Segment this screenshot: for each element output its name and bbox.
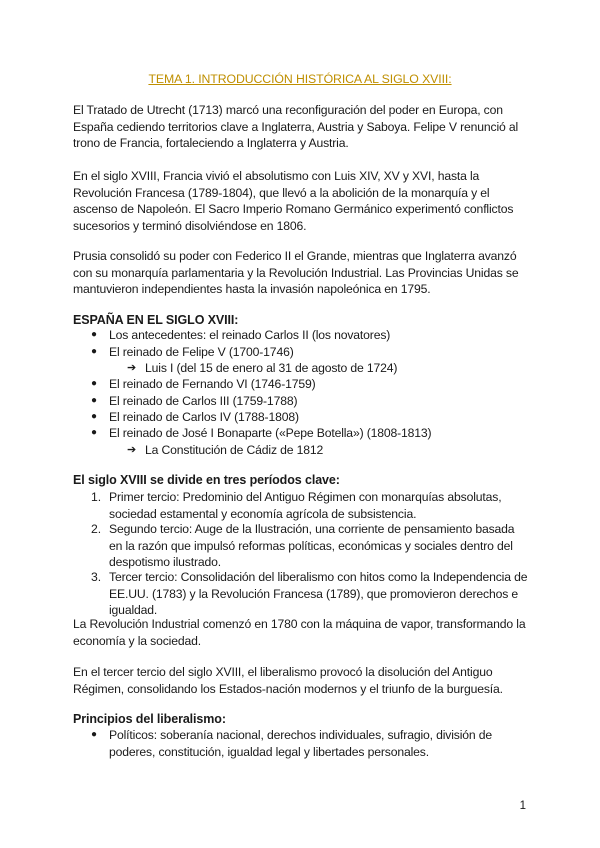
list-item: El reinado de Carlos IV (1788-1808) [109,410,299,424]
sub-list-item: La Constitución de Cádiz de 1812 [145,443,324,457]
sub-list-item: Luis I (del 15 de enero al 31 de agosto de 1724) [145,361,398,375]
bullet-icon: ● [91,395,98,406]
intro-paragraph-2: En el siglo XVIII, Francia vivió el absolutismo con Luis XIV, XV y XVI, hasta la Revolución Francesa (1789-1804), que llevó a la abolición de la monarquía y el ascenso de Napoleón. El Sacro Imperio Romano Germánico experimentó conflictos sucesorios y terminó disolviéndose en 1806. [73,169,514,233]
list-item: Políticos: soberanía nacional, derechos individuales, sufragio, división de poderes, constitución, igualdad legal y libertades personales. [109,728,493,759]
liberalism-paragraph: En el tercer tercio del siglo XVIII, el liberalismo provocó la disolución del Antiguo Régimen, consolidando los Estados-nación modernos y el triunfo de la burguesía. [73,665,503,696]
page-title: TEMA 1. INTRODUCCIÓN HISTÓRICA AL SIGLO XVIII: [148,72,452,86]
intro-paragraph-3: Prusia consolidó su poder con Federico II el Grande, mientras que Inglaterra avanzó con su monarquía parlamentaria y la Revolución Industrial. Las Provincias Unidas se mantuvieron independientes hasta la invasión napoleónica en 1795. [73,249,519,296]
bullet-icon: ● [91,378,98,389]
list-item: El reinado de Fernando VI (1746-1759) [109,377,316,391]
bullet-icon: ● [91,346,98,357]
bullet-icon: ● [91,427,98,438]
period-item-3: Tercer tercio: Consolidación del liberalismo con hitos como la Independencia de EE.UU. (1783) y la Revolución Francesa (1789), que promovieron derechos e igualdad. [109,570,528,617]
bullet-icon: ● [91,729,98,740]
arrow-icon: ➔ [127,362,137,374]
arrow-icon: ➔ [127,444,137,456]
list-item: El reinado de José I Bonaparte («Pepe Botella») (1808-1813) [109,426,432,440]
list-number: 2. [91,522,102,536]
bullet-icon: ● [91,329,98,340]
spain-heading: ESPAÑA EN EL SIGLO XVIII: [73,313,239,327]
page-number: 1 [519,800,526,812]
periods-heading: El siglo XVIII se divide en tres períodos clave: [73,473,340,487]
industrial-paragraph: La Revolución Industrial comenzó en 1780 con la máquina de vapor, transformando la economía y la sociedad. [73,617,526,648]
bullet-icon: ● [91,411,98,422]
period-item-2: Segundo tercio: Auge de la Ilustración, una corriente de pensamiento basada en la razón que impulsó reformas políticas, económicas y sociales dentro del despotismo ilustrado. [109,522,515,569]
list-item: Los antecedentes: el reinado Carlos II (los novatores) [109,328,391,342]
list-number: 1. [91,490,102,504]
liberalism-heading: Principios del liberalismo: [73,712,226,726]
list-number: 3. [91,570,102,584]
period-item-1: Primer tercio: Predominio del Antiguo Régimen con monarquías absolutas, sociedad estamental y economía agrícola de subsistencia. [109,490,502,521]
list-item: El reinado de Felipe V (1700-1746) [109,345,294,359]
list-item: El reinado de Carlos III (1759-1788) [109,394,298,408]
intro-paragraph-1: El Tratado de Utrecht (1713) marcó una reconfiguración del poder en Europa, con España cediendo territorios clave a Inglaterra, Austria y Saboya. Felipe V renunció al trono de Francia, fortaleciendo a Inglaterra y Austria. [73,103,519,150]
